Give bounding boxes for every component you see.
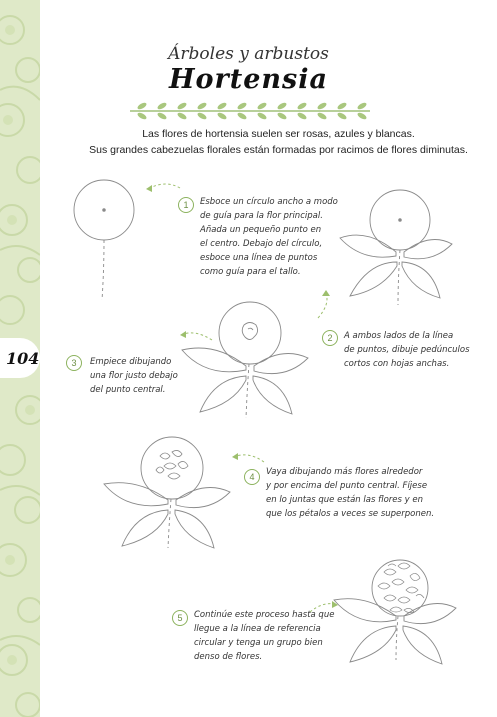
step-line: en lo juntas que están las flores y en — [266, 495, 423, 505]
step-5-number: 5 — [172, 610, 188, 626]
step-line: una flor justo debajo — [90, 371, 178, 381]
step-line: el centro. Debajo del círculo, — [200, 239, 323, 249]
step-line: de puntos, dibuje pedúnculos — [344, 345, 470, 355]
step-1-text — [200, 195, 340, 279]
step-4-text — [266, 465, 446, 521]
page-title: Hortensia — [169, 64, 328, 95]
step-5-text — [194, 608, 344, 664]
step-line: denso de flores. — [194, 652, 263, 662]
step-5-illustration — [334, 560, 456, 664]
step-line: A ambos lados de la línea — [344, 331, 454, 341]
step-2-illustration — [340, 190, 452, 305]
step-line: Esboce un círculo ancho a modo — [200, 197, 338, 207]
step-line: cortos con hojas anchas. — [344, 359, 450, 369]
step-line: Empiece dibujando — [90, 357, 172, 367]
step-line: de guía para la flor principal. — [200, 211, 323, 221]
step-1-number: 1 — [178, 197, 194, 213]
step-line: Continúe este proceso hasta que — [194, 610, 335, 620]
page-number: 104 — [6, 348, 40, 368]
step-line: Añada un pequeño punto en — [200, 225, 322, 235]
step-line: esboce una línea de puntos — [200, 253, 318, 263]
section-subtitle: Árboles y arbustos — [168, 44, 329, 64]
step-line: circular y tenga un grupo bien — [194, 638, 323, 648]
step-2-number: 2 — [322, 330, 338, 346]
step-line: Vaya dibujando más flores alrededor — [266, 467, 423, 477]
step-line: como guía para el tallo. — [200, 267, 301, 277]
step-3-text — [90, 355, 190, 397]
step-line: llegue a la línea de referencia — [194, 624, 321, 634]
step-line: del punto central. — [90, 385, 166, 395]
step-3-illustration — [182, 302, 308, 418]
step-4-illustration — [104, 437, 230, 548]
step-line: y por encima del punto central. Fíjese — [266, 481, 428, 491]
step-4-number: 4 — [244, 469, 260, 485]
step-1-illustration — [74, 180, 134, 300]
step-2-text — [344, 329, 494, 371]
intro-line: Las flores de hortensia suelen ser rosas, azules y blancas. — [142, 128, 415, 140]
step-line: que los pétalos a veces se superponen. — [266, 509, 435, 519]
intro-line: Sus grandes cabezuelas florales están formadas por racimos de flores diminutas. — [89, 144, 468, 156]
step-3-number: 3 — [66, 355, 82, 371]
